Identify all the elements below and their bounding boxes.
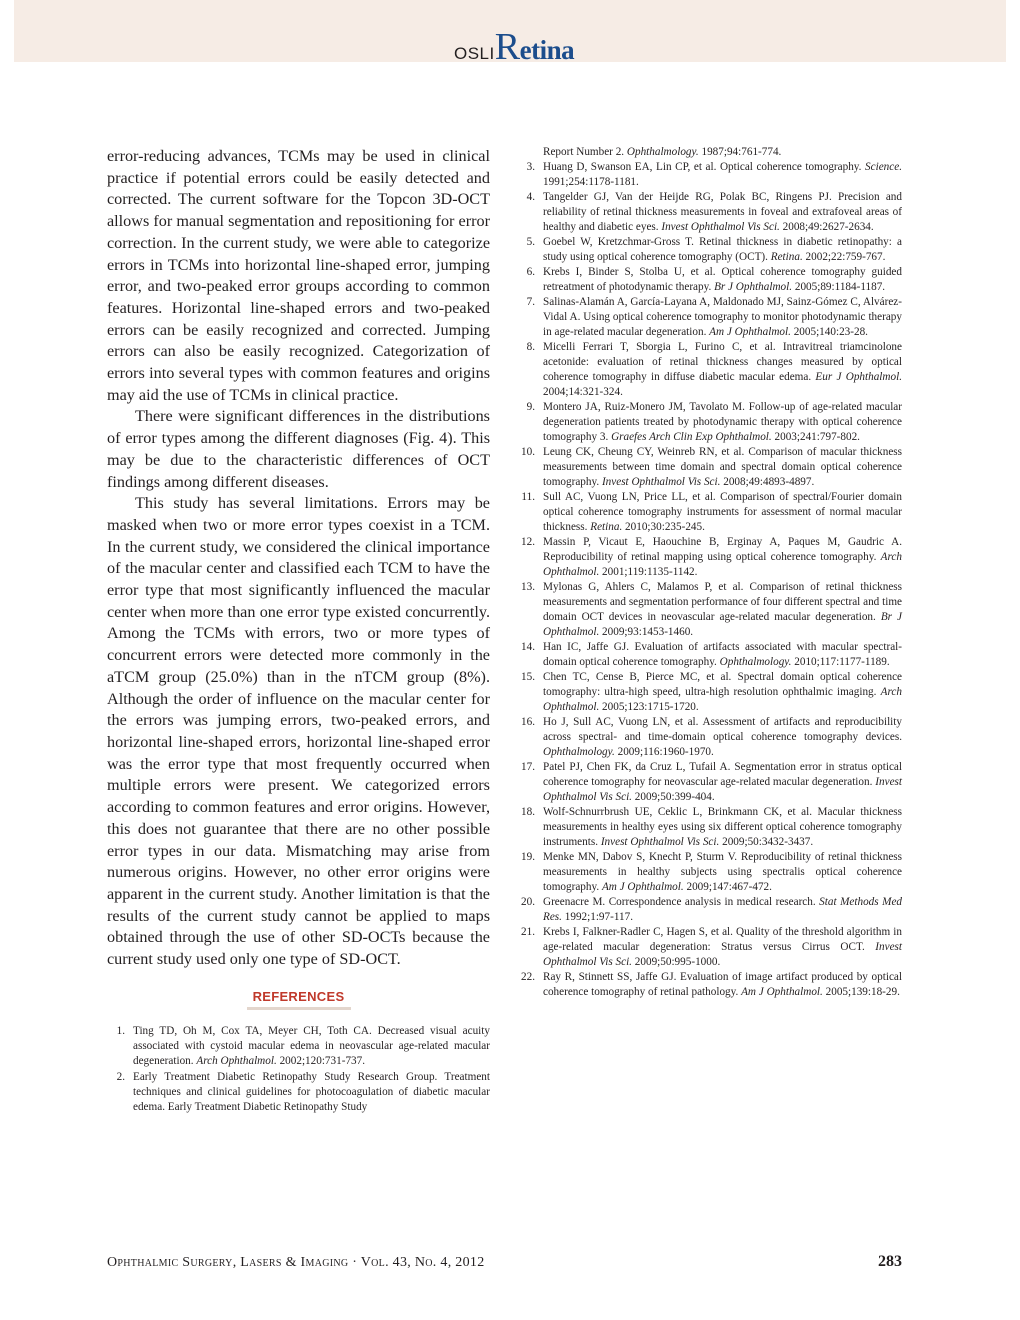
reference-item	[517, 340, 902, 400]
reference-citation: 2010;30:235-245.	[622, 521, 705, 533]
reference-text: Wolf-Schnurrbrush UE, Ceklic L, Brinkmann CK, et al. Macular thickness measurements in healthy eyes using six different optical coherence tomography instruments.	[543, 806, 902, 848]
page-number: 283	[878, 1253, 902, 1270]
reference-number: 9.	[526, 401, 535, 413]
reference-body	[543, 850, 902, 895]
reference-item	[517, 190, 902, 235]
reference-number: 10.	[521, 446, 535, 458]
reference-body	[543, 340, 902, 400]
reference-number: 21.	[521, 926, 535, 938]
reference-number: 14.	[521, 641, 535, 653]
reference-citation: 2005;123:1715-1720.	[599, 701, 699, 713]
reference-body	[543, 580, 902, 640]
reference-citation: 2010;117:1177-1189.	[791, 656, 890, 668]
reference-item	[517, 670, 902, 715]
reference-number: 17.	[521, 761, 535, 773]
reference-number: 13.	[521, 581, 535, 593]
reference-journal: Am J Ophthalmol.	[741, 986, 823, 998]
right-column	[517, 145, 902, 1000]
reference-citation: 2008;49:2627-2634.	[779, 221, 874, 233]
reference-text: Massin P, Vicaut E, Haouchine B, Erginay A, Paques M, Gaudric A. Reproducibility of retinal mapping using optical coherence tomography.	[543, 536, 902, 563]
reference-text: Krebs I, Binder S, Stolba U, et al. Optical coherence tomography guided retreatment of photodynamic therapy.	[543, 266, 902, 293]
reference-citation: 1987;94:761-774.	[698, 146, 782, 158]
reference-item	[517, 235, 902, 265]
reference-citation: 2001;119:1135-1142.	[599, 566, 698, 578]
body-paragraph: There were significant differences in the distributions of error types among the different diagnoses (Fig. 4). This may be due to the characteristic differences of OCT findings among different diseases.	[107, 407, 490, 491]
reference-citation: 2002;120:731-737.	[276, 1054, 366, 1067]
header-banner	[14, 0, 1006, 68]
reference-body	[133, 1024, 490, 1069]
reference-body	[543, 535, 902, 580]
reference-citation: 2009;93:1453-1460.	[599, 626, 694, 638]
reference-item	[517, 895, 902, 925]
reference-number: 5.	[526, 236, 535, 248]
reference-journal: Arch Ophthalmol.	[543, 686, 902, 713]
logo-retina-rest: etina	[519, 35, 575, 65]
reference-body	[543, 400, 902, 445]
reference-journal: Invest Ophthalmol Vis Sci.	[601, 476, 721, 488]
reference-body	[543, 895, 902, 925]
reference-citation: 2009;50:399-404.	[631, 791, 715, 803]
reference-journal: Br J Ophthalmol.	[714, 281, 793, 293]
reference-citation: 2009;50:3432-3437.	[719, 836, 814, 848]
reference-number: 15.	[521, 671, 535, 683]
reference-item	[517, 400, 902, 445]
reference-number: 8.	[526, 341, 535, 353]
reference-text: Han IC, Jaffe GJ. Evaluation of artifacts associated with macular spectral-domain optical coherence tomography.	[543, 641, 902, 668]
reference-item	[517, 760, 902, 805]
reference-continuation	[517, 145, 902, 160]
reference-item	[107, 1024, 490, 1069]
reference-number: 6.	[526, 266, 535, 278]
reference-item	[107, 1070, 490, 1115]
reference-item	[517, 580, 902, 640]
logo-osli-text: OSLI	[454, 44, 495, 63]
reference-citation: 2009;50:995-1000.	[631, 956, 721, 968]
reference-number: 20.	[521, 896, 535, 908]
reference-number: 11.	[521, 491, 535, 503]
reference-text: Huang D, Swanson EA, Lin CP, et al. Optical coherence tomography.	[543, 161, 866, 173]
reference-item	[517, 640, 902, 670]
reference-body	[543, 715, 902, 760]
reference-citation: 2008;49:4893-4897.	[720, 476, 815, 488]
references-list-right	[517, 160, 902, 1000]
reference-number: 3.	[526, 161, 535, 173]
reference-body	[543, 265, 902, 295]
reference-item	[517, 925, 902, 970]
reference-item	[517, 295, 902, 340]
reference-journal: Invest Ophthalmol Vis Sci.	[600, 836, 720, 848]
reference-journal: Retina.	[590, 521, 623, 533]
reference-item	[517, 490, 902, 535]
reference-journal: Eur J Ophthalmol.	[815, 371, 902, 383]
reference-body	[543, 160, 902, 190]
reference-journal: Ophthalmology.	[626, 146, 699, 158]
footer-journal-info: Ophthalmic Surgery, Lasers & Imaging · Vol. 43, No. 4, 2012	[107, 1255, 485, 1270]
logo-retina-text	[495, 28, 574, 66]
reference-number: 19.	[521, 851, 535, 863]
reference-citation: 1991;254:1178-1181.	[543, 176, 639, 188]
references-list-left	[107, 1024, 490, 1115]
reference-journal: Invest Ophthalmol Vis Sci.	[661, 221, 780, 233]
reference-text: Tangelder GJ, Van der Heijde RG, Polak BC, Ringens PJ. Precision and reliability of retinal thickness measurements in foveal and extrafoveal areas of healthy and diabetic eyes.	[543, 191, 902, 233]
reference-citation: 2005;89:1184-1187.	[792, 281, 886, 293]
reference-text: Montero JA, Ruiz-Monero JM, Tavolato M. Follow-up of age-related macular degeneration patients treated by photodynamic therapy with optical coherence tomography 3.	[543, 401, 902, 443]
body-text	[107, 146, 490, 971]
reference-citation: 2009;147:467-472.	[683, 881, 772, 893]
reference-text: Ray R, Stinnett SS, Jaffe GJ. Evaluation of image artifact produced by optical coherence tomography of retinal pathology.	[543, 971, 902, 998]
reference-body	[543, 970, 902, 1000]
reference-journal: Graefes Arch Clin Exp Ophthalmol.	[611, 431, 772, 443]
reference-number: 7.	[526, 296, 535, 308]
reference-citation: 2009;116:1960-1970.	[614, 746, 714, 758]
reference-text: Leung CK, Cheung CY, Weinreb RN, et al. Comparison of macular thickness measurements between time domain and spectral domain optical coherence tomography.	[543, 446, 902, 488]
reference-text: Early Treatment Diabetic Retinopathy Study Research Group. Treatment techniques and clinical guidelines for photocoagulation of diabetic macular edema. Early Treatment Diabetic Retinopathy Study	[133, 1070, 490, 1113]
references-heading-rule	[247, 1007, 351, 1010]
reference-body	[543, 760, 902, 805]
reference-body	[543, 445, 902, 490]
reference-number: 22.	[521, 971, 535, 983]
reference-citation: 2003;241:797-802.	[771, 431, 860, 443]
reference-number: 18.	[521, 806, 535, 818]
reference-text: Report Number 2.	[543, 146, 627, 158]
reference-journal: Br J Ophthalmol.	[543, 611, 902, 638]
reference-item	[517, 850, 902, 895]
reference-journal: Arch Ophthalmol.	[196, 1054, 277, 1067]
reference-journal: Arch Ophthalmol.	[543, 551, 902, 578]
reference-text: Ho J, Sull AC, Vuong LN, et al. Assessment of artifacts and reproducibility across spectral- and time-domain optical coherence tomography devices.	[543, 716, 902, 743]
reference-item	[517, 715, 902, 760]
reference-item	[517, 805, 902, 850]
logo-retina-cap: R	[494, 26, 520, 68]
reference-text: Krebs I, Falkner-Radler C, Hagen S, et al. Quality of the threshold algorithm in age-related macular degeneration: Stratus versus Cirrus OCT.	[543, 926, 902, 953]
reference-item	[517, 265, 902, 295]
reference-body	[543, 925, 902, 970]
reference-journal: Am J Ophthalmol.	[709, 326, 791, 338]
reference-citation: 2002;22:759-767.	[802, 251, 886, 263]
reference-journal: Stat Methods Med Res.	[543, 896, 902, 923]
reference-body	[543, 235, 902, 265]
reference-body	[543, 640, 902, 670]
reference-item	[517, 970, 902, 1000]
reference-journal: Ophthalmology.	[719, 656, 792, 668]
reference-citation: 2005;140:23-28.	[790, 326, 868, 338]
reference-journal: Invest Ophthalmol Vis Sci.	[543, 776, 902, 803]
reference-number: 2.	[116, 1070, 125, 1083]
reference-item	[517, 160, 902, 190]
reference-citation: 1992;1:97-117.	[561, 911, 634, 923]
body-paragraph: error-reducing advances, TCMs may be used in clinical practice if potential errors could be easily detected and corrected. The current software for the Topcon 3D-OCT allows for manual segmentation and repositioning for error correction. In the current study, we were able to categorize errors in TCMs into horizontal line-shaped error, jumping error, and two-peaked error groups according to common features. Horizontal line-shaped errors and two-peaked errors can be easily recognized and corrected. Jumping errors can also be easily recognized. Categorization of errors into several types with common features and origins may aid the use of TCMs in clinical practice.	[107, 147, 490, 404]
reference-body	[543, 190, 902, 235]
reference-body	[543, 670, 902, 715]
reference-text: Micelli Ferrari T, Sborgia L, Furino C, et al. Intravitreal triamcinolone acetonide: evaluation of retinal thickness changes measured by optical coherence tomography in diffuse diabetic macular edema.	[543, 341, 902, 383]
reference-text: Goebel W, Kretzchmar-Gross T. Retinal thickness in diabetic retinopathy: a study using optical coherence tomography (OCT).	[543, 236, 902, 263]
references-heading: REFERENCES	[252, 988, 345, 1004]
reference-number: 12.	[521, 536, 535, 548]
reference-journal: Science.	[865, 161, 902, 173]
reference-body	[543, 490, 902, 535]
reference-citation: 2004;14:321-324.	[543, 386, 623, 398]
reference-body	[133, 1070, 490, 1115]
reference-text: Greenacre M. Correspondence analysis in medical research.	[543, 896, 820, 908]
reference-item	[517, 445, 902, 490]
reference-number: 16.	[521, 716, 535, 728]
reference-citation: 2005;139:18-29.	[822, 986, 900, 998]
reference-text: Ting TD, Oh M, Cox TA, Meyer CH, Toth CA. Decreased visual acuity associated with cystoid macular edema in neovascular age-related macular degeneration.	[133, 1024, 490, 1067]
reference-number: 4.	[526, 191, 535, 203]
reference-text: Mylonas G, Ahlers C, Malamos P, et al. Comparison of retinal thickness measurements and segmentation performance of four different spectral and time domain OCT devices in neovascular age-related macular degeneration.	[543, 581, 902, 623]
reference-number: 1.	[116, 1024, 125, 1037]
reference-body	[543, 805, 902, 850]
reference-text: Salinas-Alamán A, García-Layana A, Maldonado MJ, Sainz-Gómez C, Alvárez-Vidal A. Using optical coherence tomography to monitor photodynamic therapy in age-related macular degeneration.	[543, 296, 902, 338]
reference-journal: Am J Ophthalmol.	[601, 881, 684, 893]
reference-text: Sull AC, Vuong LN, Price LL, et al. Comparison of spectral/Fourier domain optical coherence tomography instruments for assessment of normal macular thickness.	[543, 491, 902, 533]
body-paragraph: This study has several limitations. Errors may be masked when two or more error types coexist in a TCM. In the current study, we considered the clinical importance of the macular center and classified each TCM to have the error type that most significantly influenced the macular center when more than one error type existed concurrently. Among the TCMs with errors, two or more types of concurrent errors were detected more commonly in the aTCM group (25.0%) than in the nTCM group (8%). Although the order of influence on the macular center for the errors was jumping errors, two-peaked errors, and horizontal line-shaped errors, horizontal line-shaped error was the error type that most frequently occurred when multiple errors were present. We categorized errors according to common features and error origins. However, this does not guarantee that there are no other possible error types in our data. Mismatching may arise from numerous origins. However, no other error origins were apparent in the current study. Another limitation is that the results of the current study cannot be applied to maps obtained through the use of other SD-OCTs because the current study used only one type of SD-OCT.	[107, 494, 490, 969]
reference-text: Chen TC, Cense B, Pierce MC, et al. Spectral domain optical coherence tomography: ultra-high speed, ultra-high resolution ophthalmic imaging.	[543, 671, 902, 698]
left-column	[107, 146, 490, 1116]
reference-journal: Ophthalmology.	[543, 746, 615, 758]
reference-journal: Invest Ophthalmol Vis Sci.	[543, 941, 902, 968]
reference-text: Patel PJ, Chen FK, da Cruz L, Tufail A. Segmentation error in stratus optical coherence tomography for neovascular age-related macular degeneration.	[543, 761, 902, 788]
journal-logo	[454, 28, 574, 68]
reference-body	[543, 295, 902, 340]
reference-item	[517, 535, 902, 580]
reference-journal: Retina.	[770, 251, 803, 263]
reference-text: Menke MN, Dabov S, Knecht P, Sturm V. Reproducibility of retinal thickness measurements in healthy subjects using spectralis optical coherence tomography.	[543, 851, 902, 893]
